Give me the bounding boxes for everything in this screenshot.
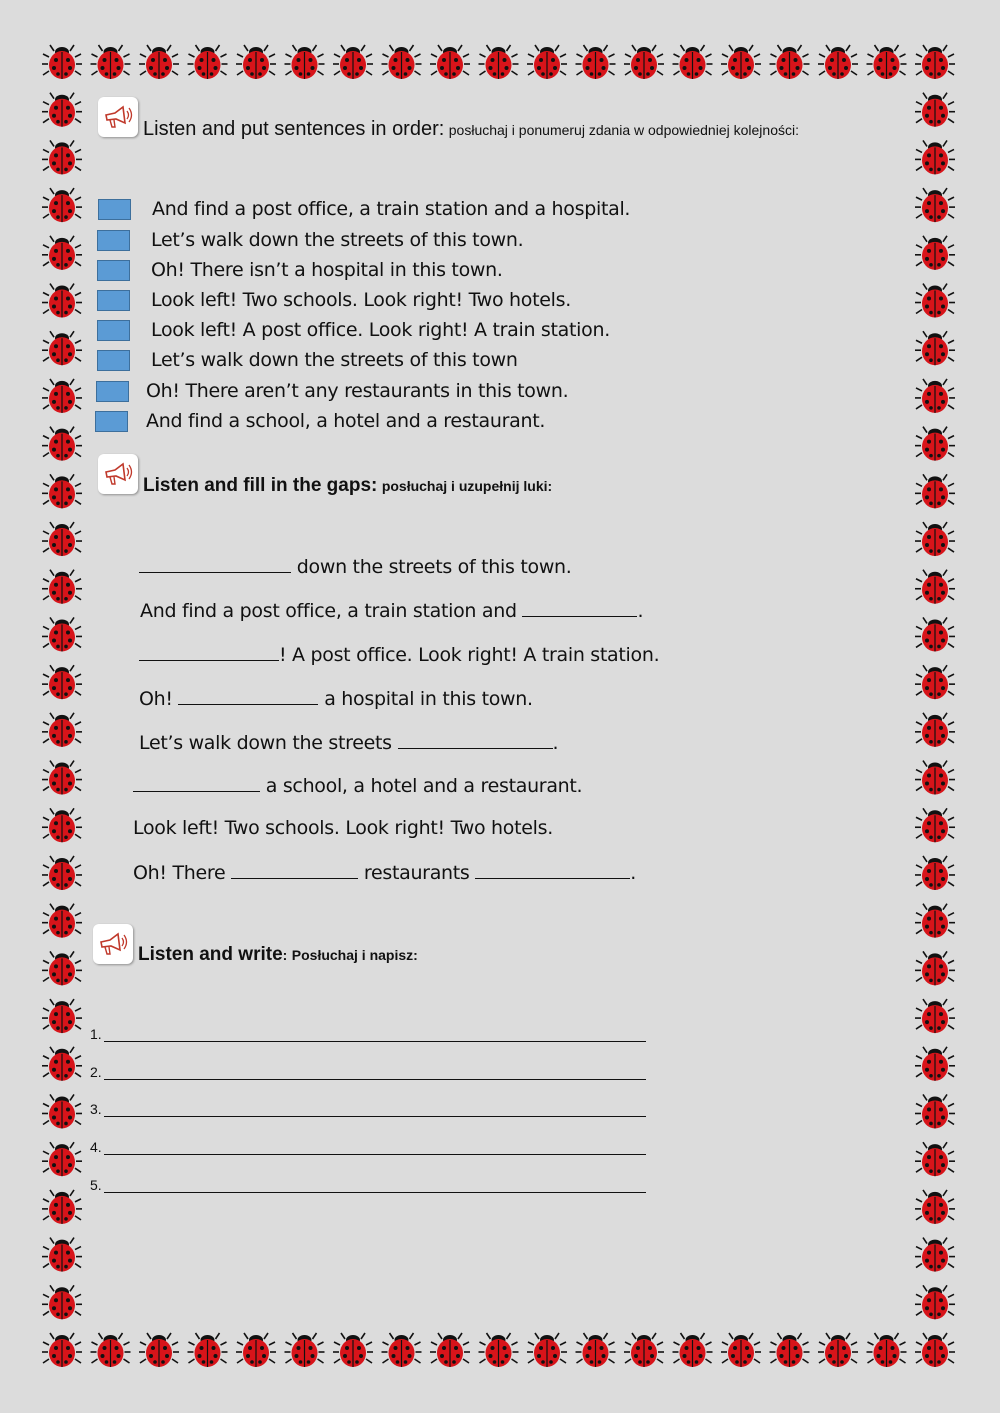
gap-blank[interactable] bbox=[231, 860, 358, 879]
section3-heading bbox=[138, 944, 418, 966]
gap-text: And find a post office, a train station and bbox=[140, 600, 523, 622]
write-line bbox=[90, 1101, 650, 1117]
order-number-box[interactable] bbox=[97, 290, 130, 311]
gap-text: . bbox=[637, 600, 644, 622]
gap-blank[interactable] bbox=[178, 686, 318, 705]
order-sentence: Oh! There isn’t a hospital in this town. bbox=[151, 259, 503, 281]
gap-blank[interactable] bbox=[133, 773, 260, 792]
gap-sentence bbox=[133, 817, 553, 839]
speaker-icon[interactable] bbox=[93, 924, 133, 964]
order-sentence: Let’s walk down the streets of this town bbox=[151, 349, 518, 371]
order-sentence: Look left! A post office. Look right! A train station. bbox=[151, 319, 610, 341]
order-number-box[interactable] bbox=[97, 260, 130, 281]
gap-sentence bbox=[139, 686, 533, 710]
gap-text: . bbox=[630, 862, 637, 884]
gap-sentence bbox=[139, 554, 572, 578]
section1-title: Listen and put sentences in order: bbox=[143, 118, 445, 140]
gap-text: Oh! bbox=[139, 688, 179, 710]
gap-text: . bbox=[552, 732, 559, 754]
section2-title: Listen and fill in the gaps: bbox=[143, 475, 378, 496]
order-number-box[interactable] bbox=[97, 230, 130, 251]
gap-sentence bbox=[140, 598, 643, 622]
speaker-icon[interactable] bbox=[98, 454, 138, 494]
gap-text: a school, a hotel and a restaurant. bbox=[260, 775, 583, 797]
section3-title-suffix: : bbox=[282, 947, 288, 963]
section1-subtitle: posłuchaj i ponumeruj zdania w odpowiedniej kolejności: bbox=[448, 122, 799, 138]
order-sentence: And find a school, a hotel and a restaurant. bbox=[146, 410, 546, 432]
write-answer-line[interactable] bbox=[104, 1041, 646, 1042]
section3-title: Listen and write bbox=[138, 944, 283, 965]
gap-text: Look left! Two schools. Look right! Two hotels. bbox=[133, 817, 553, 839]
gap-blank[interactable] bbox=[475, 860, 630, 879]
write-answer-line[interactable] bbox=[104, 1116, 646, 1117]
gap-sentence bbox=[133, 773, 582, 797]
write-line-number: 2. bbox=[90, 1064, 102, 1080]
section2-subtitle: posłuchaj i uzupełnij luki: bbox=[381, 478, 553, 494]
order-number-box[interactable] bbox=[97, 320, 130, 341]
write-answer-line[interactable] bbox=[104, 1192, 646, 1193]
gap-blank[interactable] bbox=[522, 598, 637, 617]
section3-subtitle: Posłuchaj i napisz: bbox=[291, 947, 418, 963]
order-number-box[interactable] bbox=[95, 411, 128, 432]
order-sentence: Oh! There aren’t any restaurants in this town. bbox=[146, 380, 569, 402]
order-number-box[interactable] bbox=[98, 199, 131, 220]
order-number-box[interactable] bbox=[97, 350, 130, 371]
gap-text: a hospital in this town. bbox=[318, 688, 533, 710]
write-line-number: 3. bbox=[90, 1101, 102, 1117]
gap-blank[interactable] bbox=[139, 554, 291, 573]
order-sentence: Let’s walk down the streets of this town. bbox=[151, 229, 524, 251]
gap-text: down the streets of this town. bbox=[291, 556, 572, 578]
write-line bbox=[90, 1064, 650, 1080]
order-sentence: And find a post office, a train station and a hospital. bbox=[152, 198, 631, 220]
gap-text: restaurants bbox=[358, 862, 476, 884]
section1-heading bbox=[143, 118, 799, 141]
gap-text: Let’s walk down the streets bbox=[139, 732, 398, 754]
write-line bbox=[90, 1177, 650, 1193]
order-sentence: Look left! Two schools. Look right! Two hotels. bbox=[151, 289, 571, 311]
gap-blank[interactable] bbox=[139, 642, 279, 661]
gap-text: ! A post office. Look right! A train station. bbox=[279, 644, 660, 666]
write-line-number: 1. bbox=[90, 1026, 102, 1042]
gap-sentence bbox=[139, 730, 558, 754]
write-answer-line[interactable] bbox=[104, 1079, 646, 1080]
write-line bbox=[90, 1026, 650, 1042]
gap-text: Oh! There bbox=[133, 862, 232, 884]
section2-heading bbox=[143, 475, 552, 497]
write-answer-line[interactable] bbox=[104, 1154, 646, 1155]
speaker-icon[interactable] bbox=[98, 97, 138, 137]
write-line-number: 5. bbox=[90, 1177, 102, 1193]
order-number-box[interactable] bbox=[96, 381, 129, 402]
gap-blank[interactable] bbox=[398, 730, 553, 749]
gap-sentence bbox=[133, 860, 636, 884]
write-line-number: 4. bbox=[90, 1139, 102, 1155]
gap-sentence bbox=[139, 642, 659, 666]
write-line bbox=[90, 1139, 650, 1155]
